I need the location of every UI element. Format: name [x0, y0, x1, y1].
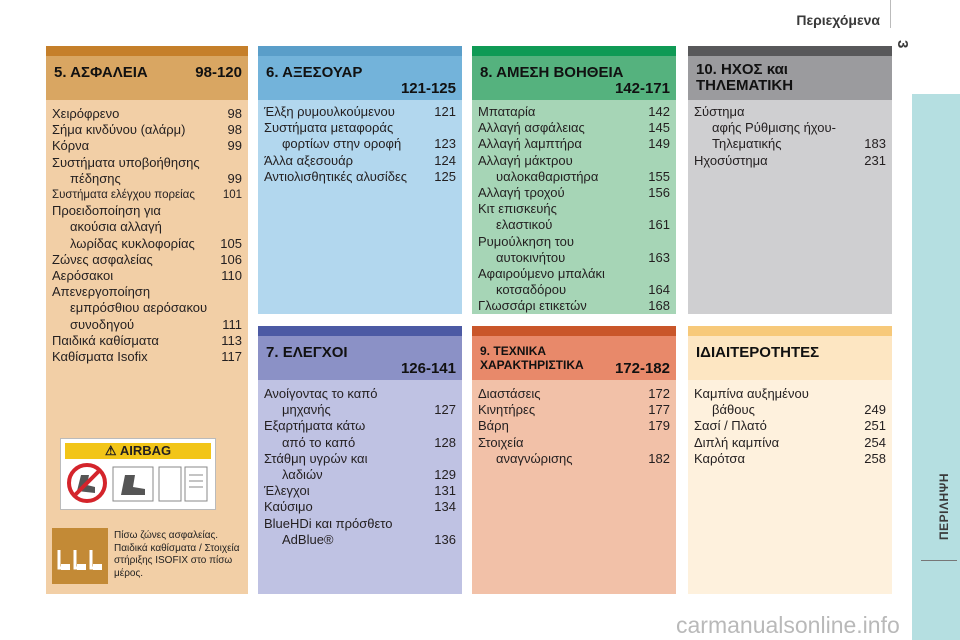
toc-entry-page: 121	[434, 104, 456, 119]
toc-entry-page: 251	[864, 418, 886, 434]
toc-entry[interactable]	[688, 451, 892, 467]
toc-entry-page: 113	[221, 332, 242, 348]
toc-entry-title: Αερόσακοι	[52, 268, 114, 284]
toc-entry[interactable]	[46, 268, 248, 284]
toc-entry-title: Κιτ επισκευής	[478, 201, 557, 217]
toc-entry-page: 127	[434, 402, 456, 418]
toc-entry-subtitle: μηχανής	[282, 402, 331, 418]
section-entries	[258, 100, 462, 314]
toc-entry-title: Βάρη	[478, 418, 509, 434]
section-title: 8. ΑΜΕΣΗ ΒΟΗΘΕΙΑ	[480, 64, 624, 81]
toc-entry-title: Ρυμούλκηση του	[478, 233, 574, 249]
toc-entry-subtitle: αναγνώρισης	[496, 450, 573, 466]
section-accessories[interactable]	[258, 46, 462, 314]
toc-entry-title: Αλλαγή μάκτρου	[478, 152, 573, 168]
toc-entry[interactable]	[46, 203, 248, 252]
toc-entry-page: 258	[864, 450, 886, 466]
toc-entry-title: Προειδοποίηση για	[52, 203, 161, 219]
toc-entry-title: Αλλαγή τροχού	[478, 185, 565, 201]
toc-entry[interactable]	[688, 418, 892, 434]
toc-entry-page: 125	[434, 168, 456, 184]
toc-entry-title: Διπλή καμπίνα	[694, 434, 780, 450]
toc-entry-title: Σύστημα	[694, 104, 745, 119]
section-entries	[472, 380, 676, 594]
toc-entry[interactable]	[46, 138, 248, 154]
section-header[interactable]	[688, 336, 892, 380]
toc-entry[interactable]	[46, 155, 248, 187]
toc-entry-page: 168	[648, 298, 670, 314]
toc-entry-page: 182	[648, 450, 670, 466]
section-header[interactable]	[258, 336, 462, 380]
section-title: 9. ΤΕΧΝΙΚΑ ΧΑΡΑΚΤΗΡΙΣΤΙΚΑ	[480, 344, 584, 372]
toc-entry-subtitle: λαδιών	[282, 467, 323, 483]
toc-entry[interactable]	[258, 451, 462, 483]
toc-entry-subtitle: φορτίων στην οροφή	[282, 136, 402, 152]
toc-entry[interactable]	[258, 169, 462, 185]
toc-entry-subtitle: αφής Ρύθμισης ήχου-Τηλεματικής	[712, 120, 836, 152]
section-title: 6. ΑΞΕΣΟΥΑΡ	[266, 64, 363, 81]
toc-entry-title: Άλλα αξεσουάρ	[264, 152, 354, 168]
toc-entry-page: 163	[648, 249, 670, 265]
side-tab[interactable]	[912, 94, 960, 640]
section-header[interactable]	[258, 56, 462, 100]
toc-entry-page: 172	[648, 386, 670, 401]
section-title: 10. ΗΧΟΣ και ΤΗΛΕΜΑΤΙΚΗ	[696, 61, 794, 94]
section-header[interactable]	[472, 56, 676, 100]
toc-entry[interactable]	[46, 106, 248, 122]
toc-entry[interactable]	[688, 104, 892, 153]
section-color-bar	[472, 326, 676, 336]
toc-entry-subtitle: κοτσαδόρου	[496, 282, 567, 298]
section-pages: 126-141	[400, 360, 456, 377]
toc-entry-title: Αφαιρούμενο μπαλάκι	[478, 266, 605, 282]
section-pages: 172-182	[614, 360, 670, 377]
section-entries	[472, 100, 676, 314]
toc-entry-page: 142	[648, 104, 670, 119]
toc-entry-subtitle: βάθους	[712, 402, 755, 418]
section-color-bar	[688, 326, 892, 336]
toc-entry-title: Καύσιμο	[264, 499, 313, 515]
toc-entry-subtitle: ακούσια αλλαγή λωρίδας κυκλοφορίας	[70, 219, 195, 251]
section-audio-telematics[interactable]	[688, 46, 892, 314]
rear-seats-note[interactable]: Πίσω ζώνες ασφαλείας. Παιδικά καθίσματα / Στοιχεία στήριξης ISOFIX στο πίσω μέρος.	[114, 530, 240, 579]
side-tab-divider	[921, 560, 957, 561]
section-pages: 98-120	[195, 64, 242, 81]
section-emergency[interactable]	[472, 46, 676, 314]
toc-entry-page: 98	[227, 122, 242, 138]
toc-entry-title: Συστήματα μεταφοράς	[264, 120, 394, 136]
toc-entry[interactable]	[688, 435, 892, 451]
watermark: carmanualsonline.info	[676, 612, 900, 638]
toc-entry-title: Εξαρτήματα κάτω	[264, 418, 366, 434]
toc-entry-page: 106	[220, 251, 242, 267]
toc-entry-title: Στοιχεία	[478, 434, 524, 450]
toc-entry-page: 254	[864, 434, 886, 450]
toc-entry-title: Καρότσα	[694, 450, 745, 466]
toc-entry-title: Έλεγχοι	[264, 483, 310, 499]
toc-entry-title: Κινητήρες	[478, 402, 536, 418]
toc-entry[interactable]	[258, 153, 462, 169]
toc-entry-page: 110	[221, 268, 242, 284]
toc-entry[interactable]	[258, 516, 462, 548]
section-title: 7. ΕΛΕΓΧΟΙ	[266, 344, 348, 361]
toc-entry-page: 179	[648, 418, 670, 434]
toc-entry-title: Καθίσματα Isofix	[52, 349, 148, 365]
toc-entry-page: 161	[648, 217, 670, 233]
toc-entry[interactable]	[258, 499, 462, 515]
toc-entry-page: 124	[434, 152, 456, 168]
toc-entry[interactable]	[258, 483, 462, 499]
rear-seats-icon	[52, 528, 108, 584]
page-number: 3	[894, 40, 911, 49]
toc-entry-title: BlueHDi και πρόσθετο	[264, 515, 393, 531]
toc-entry[interactable]	[688, 386, 892, 418]
toc-entry-title: Χειρόφρενο	[52, 106, 120, 121]
toc-entry-title: Στάθμη υγρών και	[264, 450, 368, 466]
toc-entry[interactable]	[46, 252, 248, 268]
section-pages: 142-171	[614, 80, 670, 97]
toc-entry-title: Κόρνα	[52, 138, 90, 154]
section-entries	[688, 380, 892, 594]
toc-entry-subtitle: εμπρόσθιου αερόσακου συνοδηγού	[70, 300, 208, 332]
toc-entry-title: Αλλαγή λαμπτήρα	[478, 136, 582, 152]
toc-entry[interactable]	[688, 153, 892, 169]
toc-entry[interactable]	[46, 122, 248, 138]
toc-entry[interactable]	[258, 386, 462, 418]
toc-entry-title: Ζώνες ασφαλείας	[52, 251, 153, 267]
toc-entry-page: 136	[434, 531, 456, 547]
toc-entry-title: Αλλαγή ασφάλειας	[478, 120, 585, 136]
toc-entry-page: 99	[227, 138, 242, 154]
section-title: ΙΔΙΑΙΤΕΡΟΤΗΤΕΣ	[696, 344, 820, 361]
toc-entry-page: 98	[227, 106, 242, 121]
toc-entry[interactable]	[46, 284, 248, 333]
toc-entry-page: 231	[864, 152, 886, 168]
section-color-bar	[688, 46, 892, 56]
toc-entry[interactable]	[472, 418, 676, 434]
toc-entry-title: Ανοίγοντας το καπό	[264, 386, 378, 401]
section-header[interactable]	[46, 56, 248, 100]
airbag-label-band: ⚠ AIRBAG	[65, 443, 211, 459]
toc-entry[interactable]	[472, 104, 676, 120]
toc-entry[interactable]	[472, 136, 676, 152]
toc-entry-page: 134	[434, 499, 456, 515]
section-special-features[interactable]	[688, 326, 892, 594]
toc-entry-page: 123	[434, 136, 456, 152]
toc-entry-page: 149	[648, 136, 670, 152]
toc-entry-title: Παιδικά καθίσματα	[52, 332, 159, 348]
toc-entry-title: Αντιολισθητικές αλυσίδες	[264, 168, 408, 184]
section-header[interactable]	[688, 56, 892, 100]
toc-entry-title: Απενεργοποίηση	[52, 284, 151, 300]
toc-entry-page: 105	[220, 235, 242, 251]
toc-entry-page: 183	[864, 136, 886, 152]
toc-entry-page: 131	[434, 483, 456, 499]
toc-entry-page: 101	[222, 189, 242, 202]
no-child-seat-icon	[65, 461, 211, 507]
warning-triangle-icon: ⚠	[104, 443, 117, 458]
toc-entry[interactable]	[472, 120, 676, 136]
section-technical-data[interactable]	[472, 326, 676, 594]
toc-entry[interactable]	[46, 187, 248, 203]
toc-entry-subtitle: πέδησης	[70, 170, 121, 186]
section-title: 5. ΑΣΦΑΛΕΙΑ	[54, 64, 148, 81]
toc-entry-title: Έλξη ρυμουλκούμενου	[264, 104, 395, 119]
toc-entry-title: Γλωσσάρι ετικετών	[478, 298, 587, 314]
toc-entry-subtitle: αυτοκινήτου	[496, 249, 566, 265]
toc-entry-subtitle: AdBlue®	[282, 531, 334, 547]
toc-entry[interactable]	[46, 349, 248, 365]
toc-entry-page: 164	[648, 282, 670, 298]
toc-entry[interactable]	[258, 104, 462, 120]
toc-entry-page: 249	[864, 402, 886, 418]
toc-entry-page: 156	[648, 185, 670, 201]
toc-entry-title: Καμπίνα αυξημένου	[694, 386, 809, 401]
section-color-bar	[258, 326, 462, 336]
section-entries	[258, 380, 462, 594]
toc-entry-page: 155	[648, 168, 670, 184]
toc-entry-page: 128	[434, 434, 456, 450]
toc-entry[interactable]	[472, 386, 676, 402]
section-checks[interactable]	[258, 326, 462, 594]
toc-entry[interactable]	[472, 402, 676, 418]
toc-entry-page: 111	[222, 316, 242, 332]
toc-entry-page: 129	[434, 467, 456, 483]
toc-entry-title: Μπαταρία	[478, 104, 536, 119]
toc-entry[interactable]	[472, 201, 676, 233]
section-pages: 121-125	[400, 80, 456, 97]
header-divider	[890, 0, 891, 28]
section-entries	[46, 100, 248, 594]
toc-entry-subtitle: υαλοκαθαριστήρα	[496, 168, 599, 184]
toc-entry-title: Ηχοσύστημα	[694, 152, 768, 168]
seat-icons	[52, 528, 108, 584]
toc-entry-subtitle: ελαστικού	[496, 217, 553, 233]
toc-entry-page: 177	[648, 402, 670, 418]
section-color-bar	[472, 46, 676, 56]
side-tab-label: ΠΕΡΙΛΗΨΗ	[937, 472, 951, 540]
toc-entry[interactable]	[258, 418, 462, 450]
toc-entry-title: Συστήματα ελέγχου πορείας	[52, 189, 195, 202]
section-safety[interactable]	[46, 46, 248, 594]
toc-entry[interactable]	[472, 435, 676, 467]
toc-entry[interactable]	[472, 153, 676, 185]
page-header-title: Περιεχόμενα	[796, 12, 880, 28]
airbag-warning-label	[60, 438, 216, 510]
toc-entry[interactable]	[472, 298, 676, 314]
toc-entry-title: Σασί / Πλατό	[694, 418, 767, 434]
toc-entry[interactable]	[472, 234, 676, 266]
toc-entry-title: Συστήματα υποβοήθησης	[52, 154, 200, 170]
toc-entry-page: 117	[221, 349, 242, 365]
toc-entry[interactable]	[472, 266, 676, 298]
toc-entry[interactable]	[472, 185, 676, 201]
toc-entry[interactable]	[258, 120, 462, 152]
toc-entry-subtitle: από το καπό	[282, 434, 356, 450]
section-color-bar	[46, 46, 248, 56]
section-entries	[688, 100, 892, 314]
toc-entry[interactable]	[46, 333, 248, 349]
toc-entry-page: 99	[227, 170, 242, 186]
toc-entry-title: Σήμα κινδύνου (αλάρμ)	[52, 122, 186, 138]
section-header[interactable]	[472, 336, 676, 380]
toc-entry-title: Διαστάσεις	[478, 386, 541, 401]
toc-entry-page: 145	[648, 120, 670, 136]
section-color-bar	[258, 46, 462, 56]
